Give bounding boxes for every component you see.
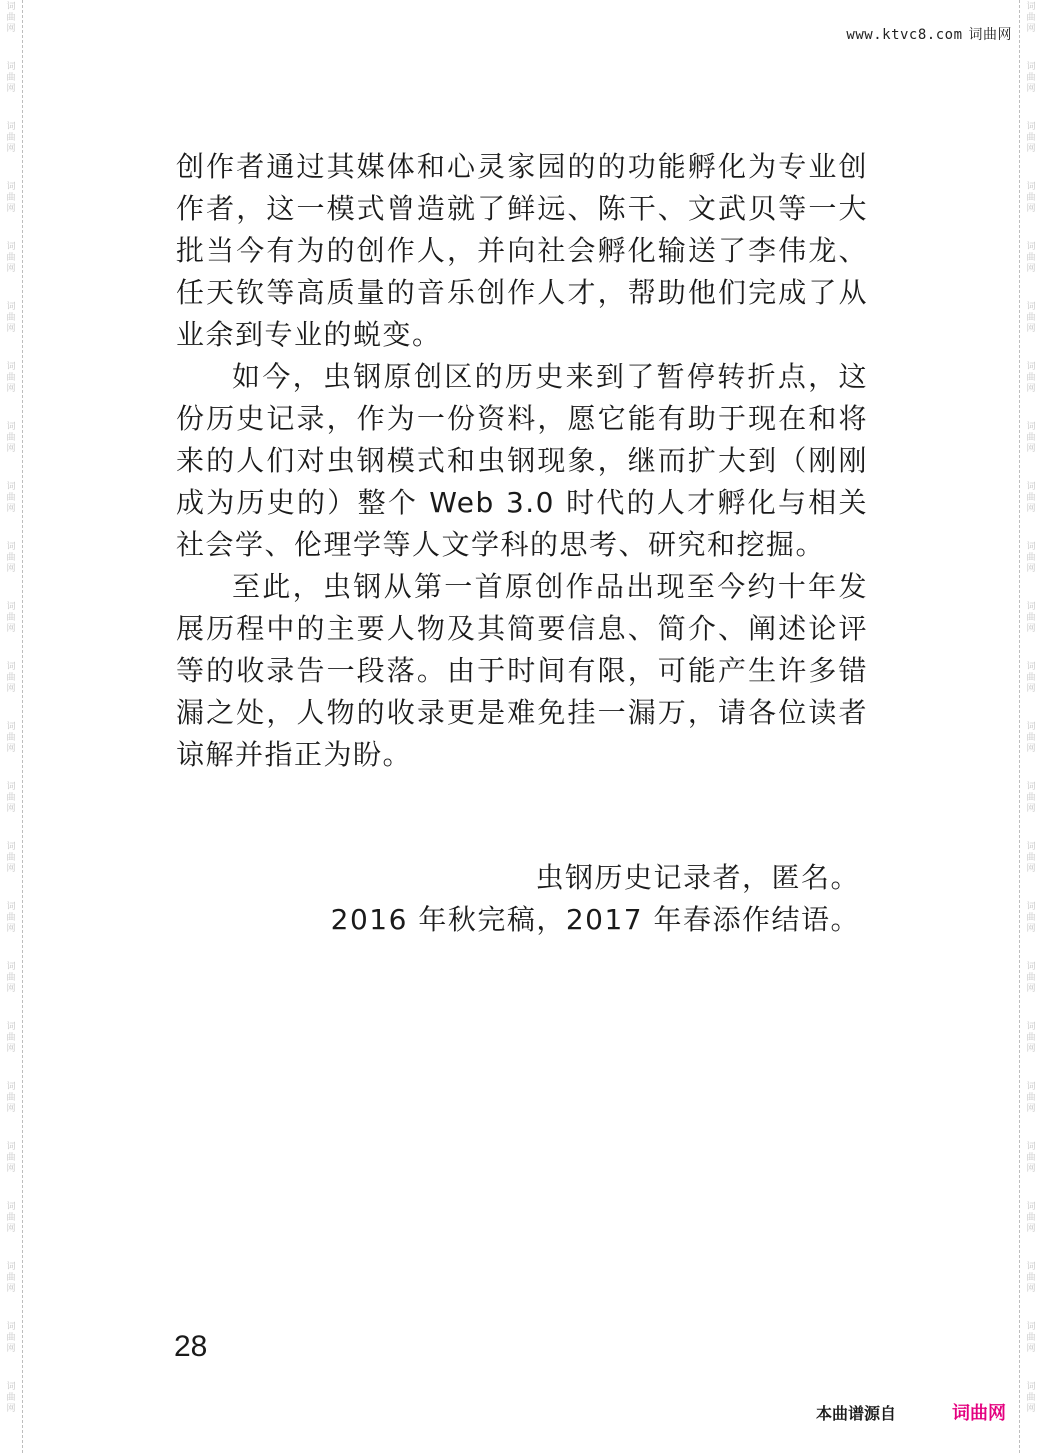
watermark-text: 词 曲 网 — [6, 962, 16, 994]
watermark-text: 词 曲 网 — [1026, 482, 1036, 514]
watermark-text: 词 曲 网 — [6, 362, 16, 394]
watermark-text: 词 曲 网 — [1026, 1022, 1036, 1054]
site-name: 词曲网 — [968, 27, 1012, 43]
watermark-text: 词 曲 网 — [1026, 62, 1036, 94]
watermark-text: 词 曲 网 — [6, 1382, 16, 1414]
watermark-text: 词 曲 网 — [6, 662, 16, 694]
signature-date: 2016 年秋完稿，2017 年春添作结语。 — [330, 903, 860, 936]
watermark-text: 词 曲 网 — [1026, 542, 1036, 574]
watermark-text: 词 曲 网 — [6, 302, 16, 334]
watermark-text: 词 曲 网 — [1026, 182, 1036, 214]
watermark-text: 词 曲 网 — [6, 242, 16, 274]
watermark-text: 词 曲 网 — [1026, 122, 1036, 154]
watermark-text: 词 曲 网 — [1026, 722, 1036, 754]
watermark-text: 词 曲 网 — [1026, 782, 1036, 814]
footer — [816, 1399, 1006, 1425]
watermark-text: 词 曲 网 — [1026, 662, 1036, 694]
watermark-text: 词 曲 网 — [1026, 302, 1036, 334]
watermark-text: 词 曲 网 — [1026, 962, 1036, 994]
watermark-text: 词 曲 网 — [6, 62, 16, 94]
body-text — [176, 146, 868, 776]
left-watermark-strip — [0, 0, 23, 1453]
watermark-text: 词 曲 网 — [6, 1082, 16, 1114]
watermark-text: 词 曲 网 — [1026, 362, 1036, 394]
watermark-text: 词 曲 网 — [6, 482, 16, 514]
paragraph-3: 至此，虫钢从第一首原创作品出现至今约十年发展历程中的主要人物及其简要信息、简介、阐述论评等的收录告一段落。由于时间有限，可能产生许多错漏之处，人物的收录更是难免挂一漏万，请各位读者谅解并指正为盼。 — [176, 570, 868, 771]
watermark-text: 词 曲 网 — [6, 1142, 16, 1174]
watermark-text: 词 曲 网 — [6, 722, 16, 754]
watermark-text: 词 曲 网 — [1026, 1142, 1036, 1174]
watermark-text: 词 曲 网 — [6, 542, 16, 574]
watermark-text: 词 曲 网 — [6, 122, 16, 154]
watermark-text: 词 曲 网 — [1026, 422, 1036, 454]
watermark-text: 词 曲 网 — [1026, 1382, 1036, 1414]
page-number: 28 — [174, 1330, 208, 1363]
watermark-text: 词 曲 网 — [6, 1022, 16, 1054]
signature — [331, 857, 860, 941]
watermark-text: 词 曲 网 — [6, 2, 16, 34]
watermark-text: 词 曲 网 — [1026, 602, 1036, 634]
paragraph-2: 如今，虫钢原创区的历史来到了暂停转折点，这份历史记录，作为一份资料，愿它能有助于现在和将来的人们对虫钢模式和虫钢现象，继而扩大到（刚刚成为历史的）整个 Web 3.0 时代的人才孵化与相关社会学、伦理学等人文学科的思考、研究和挖掘。 — [176, 360, 868, 561]
site-url[interactable]: www.ktvc8.com — [846, 27, 963, 43]
watermark-text: 词 曲 网 — [6, 182, 16, 214]
watermark-text: 词 曲 网 — [6, 422, 16, 454]
watermark-text: 词 曲 网 — [6, 842, 16, 874]
footer-brand[interactable]: 词曲网 — [952, 1403, 1006, 1424]
watermark-text: 词 曲 网 — [1026, 1262, 1036, 1294]
watermark-text: 词 曲 网 — [6, 602, 16, 634]
signature-author: 虫钢历史记录者，匿名。 — [535, 861, 860, 894]
watermark-text: 词 曲 网 — [6, 902, 16, 934]
right-watermark-strip — [1019, 0, 1042, 1453]
watermark-text: 词 曲 网 — [6, 1322, 16, 1354]
watermark-text: 词 曲 网 — [1026, 242, 1036, 274]
watermark-text: 词 曲 网 — [1026, 1082, 1036, 1114]
site-header — [846, 24, 1012, 44]
paragraph-1: 创作者通过其媒体和心灵家园的的功能孵化为专业创作者，这一模式曾造就了鲜远、陈干、文武贝等一大批当今有为的创作人，并向社会孵化输送了李伟龙、任天钦等高质量的音乐创作人才，帮助他们完成了从业余到专业的蜕变。 — [176, 150, 868, 351]
watermark-text: 词 曲 网 — [1026, 2, 1036, 34]
watermark-text: 词 曲 网 — [6, 1262, 16, 1294]
watermark-text: 词 曲 网 — [1026, 1322, 1036, 1354]
watermark-text: 词 曲 网 — [6, 782, 16, 814]
watermark-text: 词 曲 网 — [6, 1202, 16, 1234]
watermark-text: 词 曲 网 — [1026, 842, 1036, 874]
watermark-text: 词 曲 网 — [1026, 902, 1036, 934]
footer-source-label: 本曲谱源自 — [815, 1404, 896, 1423]
watermark-text: 词 曲 网 — [1026, 1202, 1036, 1234]
